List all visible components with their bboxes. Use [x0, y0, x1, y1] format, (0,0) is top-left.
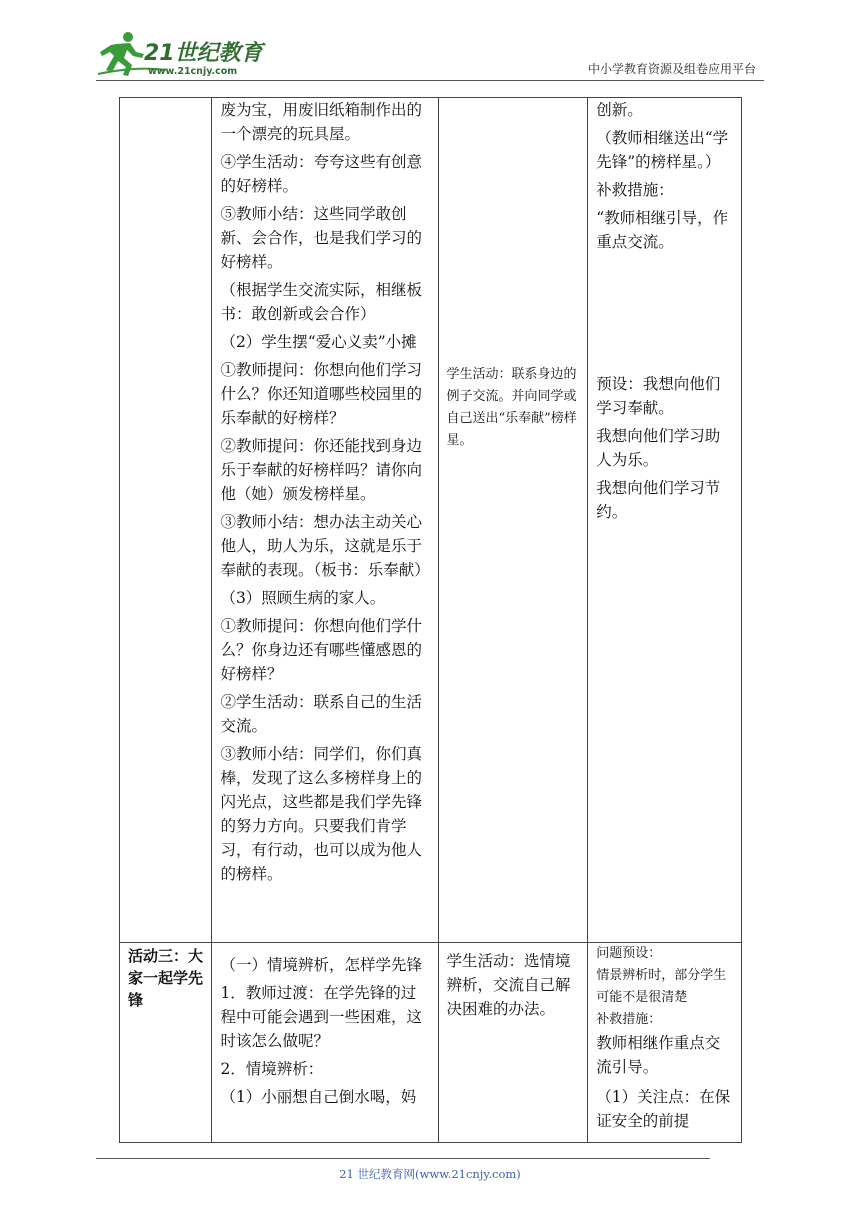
paragraph: ④学生活动：夸夸这些有创意的好榜样。: [220, 153, 422, 195]
platform-name: 中小学教育资源及组卷应用平台: [587, 62, 756, 76]
logo-text: 21世纪教育: [144, 41, 263, 66]
activity-name-cell: [120, 98, 212, 943]
paragraph: （1）关注点：在保证安全的前提: [596, 1088, 731, 1130]
page-header: [0, 0, 860, 80]
paragraph: ②学生活动：联系自己的生活交流。: [220, 693, 422, 735]
design-intent-cell: [588, 943, 742, 1143]
paragraph: 废为宝，用废旧纸箱制作出的一个漂亮的玩具屋。: [220, 101, 422, 143]
paragraph: 1．教师过渡：在学先锋的过程中可能会遇到一些困难，这时该怎么做呢？: [220, 984, 422, 1050]
paragraph: 预设：我想向他们学习奉献。: [596, 375, 721, 417]
teacher-activity-cell: [212, 98, 438, 943]
paragraph: （一）情境辨析，怎样学先锋: [220, 956, 422, 974]
paragraph: （教师相继送出“学先锋”的榜样星。）: [596, 129, 729, 171]
paragraph: 我想向他们学习节约。: [596, 479, 721, 521]
student-activity-text: 学生活动：联系身边的例子交流。并向同学或自己送出“乐奉献”榜样星。: [446, 367, 577, 448]
paragraph: 补救措施：: [596, 1012, 662, 1027]
student-activity-cell: [438, 943, 588, 1143]
paragraph: 情景辨析时，部分学生可能不是很清楚: [596, 968, 727, 1005]
table-row: [120, 943, 742, 1143]
paragraph: 创新。: [596, 101, 643, 119]
paragraph: 补救措施：: [596, 181, 674, 199]
paragraph: ⑤教师小结：这些同学敢创新、会合作，也是我们学习的好榜样。: [220, 205, 422, 271]
paragraph: “教师相继引导，作重点交流。: [596, 209, 729, 251]
student-activity-cell: [438, 98, 588, 943]
site-logo: [96, 28, 266, 80]
paragraph: ①教师提问：你想向他们学习什么？你还知道哪些校园里的乐奉献的好榜样？: [220, 361, 422, 427]
paragraph: 教师相继作重点交流引导。: [596, 1034, 721, 1076]
activity-name-cell: [120, 943, 212, 1143]
footer-divider: [96, 1158, 710, 1159]
paragraph: （根据学生交流实际，相继板书：敢创新或会合作）: [220, 281, 422, 323]
paragraph: 我想向他们学习助人为乐。: [596, 427, 721, 469]
teacher-activity-cell: [212, 943, 438, 1143]
spacer: [596, 258, 735, 372]
paragraph: ②教师提问：你还能找到身边乐于奉献的好榜样吗？请你向他（她）颁发榜样星。: [220, 437, 422, 503]
design-intent-cell: [588, 98, 742, 943]
paragraph: （3）照顾生病的家人。: [220, 589, 386, 607]
paragraph: （2）学生摆“爱心义卖”小摊: [220, 333, 417, 351]
page-footer: 21 世纪教育网(www.21cnjy.com): [339, 1167, 521, 1181]
paragraph: 问题预设：: [596, 946, 662, 961]
activity-title: 活动三：大家一起学先锋: [128, 947, 204, 1009]
paragraph: 2．情境辨析：: [220, 1060, 324, 1078]
lesson-table: [119, 97, 742, 1143]
paragraph: ③教师小结：同学们，你们真棒，发现了这么多榜样身上的闪光点，这些都是我们学先锋的努力方向。只要我们肯学习，有行动，也可以成为他人的榜样。: [220, 745, 422, 883]
paragraph: ③教师小结：想办法主动关心他人，助人为乐，这就是乐于奉献的表现。（板书：乐奉献）: [220, 513, 430, 579]
paragraph: （1）小丽想自己倒水喝，妈: [220, 1088, 417, 1106]
header-divider: [96, 80, 764, 81]
paragraph: ①教师提问：你想向他们学什么？你身边还有哪些懂感恩的好榜样？: [220, 617, 422, 683]
logo-url: www.21cnjy.com: [148, 66, 238, 77]
table-row: [120, 98, 742, 943]
student-activity-text: 学生活动：选情境辨析，交流自己解决困难的办法。: [446, 952, 571, 1018]
